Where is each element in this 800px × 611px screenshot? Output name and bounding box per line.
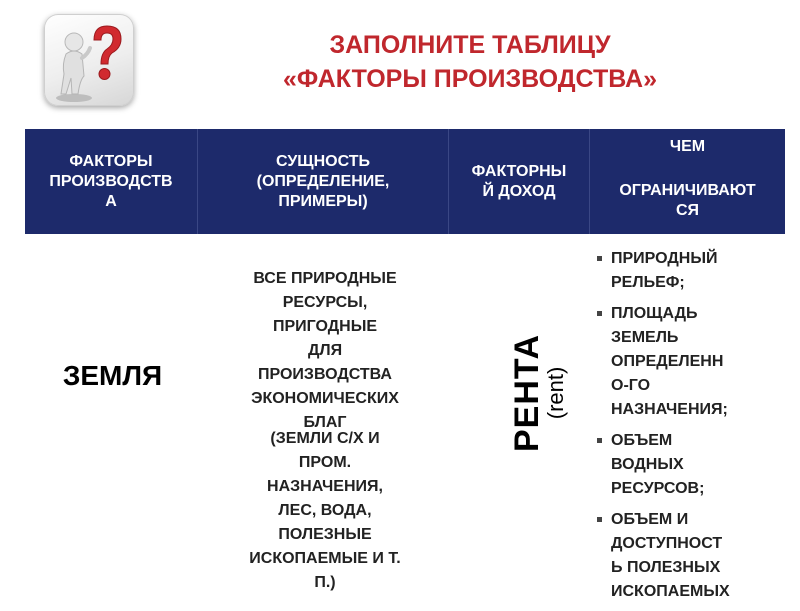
header-limits (590, 129, 785, 234)
list-item: ПРИРОДНЫЙ РЕЛЬЕФ; (595, 247, 775, 295)
bullet-icon (597, 311, 602, 316)
bullet-icon (597, 438, 602, 443)
table-header (25, 129, 785, 234)
factor-name: ЗЕМЛЯ (62, 360, 163, 391)
header-income: ФАКТОРНЫ Й ДОХОД (471, 162, 567, 200)
essence-definition: ВСЕ ПРИРОДНЫЕ РЕСУРСЫ, ПРИГОДНЫЕ ДЛЯ ПРОИЗВОДСТВА ЭКОНОМИЧЕСКИХ БЛАГ (251, 270, 399, 431)
title-line-1: ЗАПОЛНИТЕ ТАБЛИЦУ (329, 31, 611, 59)
title-line-2: «ФАКТОРЫ ПРОИЗВОДСТВА» (283, 65, 657, 93)
header-factors: ФАКТОРЫ ПРОИЗВОДСТВ А (49, 152, 173, 210)
header-limits-bottom: ОГРАНИЧИВАЮТ СЯ (619, 182, 756, 219)
bullet-icon (597, 517, 602, 522)
list-item: ОБЪЕМ ВОДНЫХ РЕСУРСОВ; (595, 429, 775, 501)
question-logo (44, 14, 134, 106)
page-title (190, 28, 750, 96)
limits-list (595, 247, 775, 611)
list-item: ОБЪЕМ И ДОСТУПНОСТ Ь ПОЛЕЗНЫХ ИСКОПАЕМЫХ (595, 508, 775, 604)
income-main: РЕНТА (508, 333, 546, 452)
essence-cell (220, 267, 430, 595)
essence-examples: (ЗЕМЛИ С/Х И ПРОМ. НАЗНАЧЕНИЯ, ЛЕС, ВОДА, ПОЛЕЗНЫЕ ИСКОПАЕМЫЕ И Т. П.) (249, 430, 401, 591)
list-item: ПЛОЩАДЬ ЗЕМЕЛЬ ОПРЕДЕЛЕНН О-ГО НАЗНАЧЕНИЯ; (595, 302, 775, 422)
header-essence: СУЩНОСТЬ (ОПРЕДЕЛЕНИЕ, ПРИМЕРЫ) (256, 152, 390, 210)
question-mark-figure-icon (44, 14, 134, 106)
income-sub: (rent) (543, 366, 568, 420)
header-limits-top: ЧЕМ (669, 138, 706, 155)
factor-income (508, 334, 569, 452)
bullet-icon (597, 256, 602, 261)
